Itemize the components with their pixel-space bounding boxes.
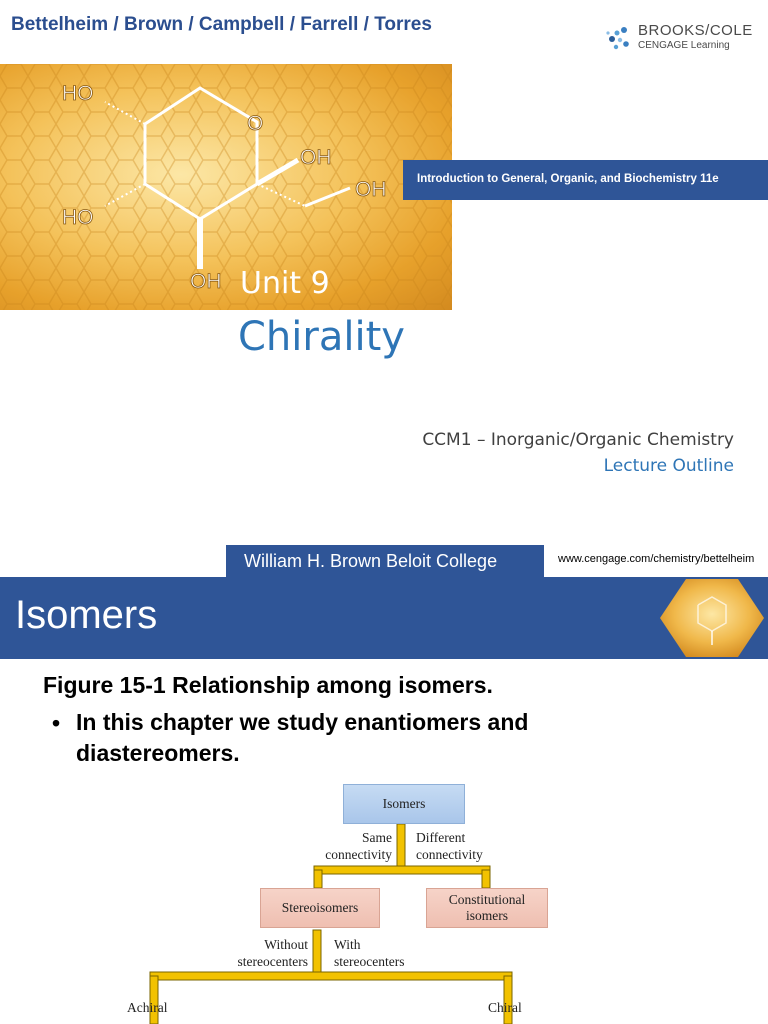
slide2-header [0, 577, 768, 659]
bullet-marker: • [52, 710, 61, 736]
chiral-label: Chiral [488, 1000, 522, 1015]
hero-label-ho-left: HO [62, 206, 94, 229]
with-stereocenters-label [334, 936, 404, 970]
author-affiliation: William H. Brown Beloit College [244, 551, 498, 571]
without-stereocenters-line1: Without [264, 937, 308, 952]
with-stereocenters-line1: With [334, 937, 361, 952]
same-connectivity-line1: Same [362, 830, 392, 845]
achiral-label: Achiral [127, 1000, 168, 1015]
isomers-box-label: Isomers [382, 796, 426, 811]
hero-label-ring-o: O [247, 112, 264, 135]
publisher-subname: CENGAGE Learning [638, 40, 730, 51]
hero-label-ho-top: HO [62, 82, 94, 105]
stereoisomers-box-label: Stereoisomers [281, 900, 359, 915]
isomer-relationship-diagram [0, 770, 768, 1024]
different-connectivity-line2: connectivity [416, 847, 483, 862]
with-stereocenters-line2: stereocenters [334, 954, 405, 969]
honeycomb-hexagon-icon [656, 577, 768, 659]
unit-label: Unit 9 [240, 266, 330, 301]
course-title-banner [403, 160, 768, 200]
figure-caption: Figure 15-1 Relationship among isomers. [43, 672, 493, 698]
publisher-name: BROOKS/COLE [638, 22, 753, 39]
slide-title: Chirality [238, 314, 405, 360]
publisher-logo [604, 20, 764, 58]
slide2-title: Isomers [15, 593, 158, 637]
constitutional-box-line1: Constitutional [448, 892, 526, 907]
hero-label-oh-right: OH [300, 146, 332, 169]
constitutional-isomers-box [426, 888, 548, 928]
hero-label-oh-far: OH [355, 178, 387, 201]
lecture-outline-subtitle: Lecture Outline [603, 456, 734, 476]
same-connectivity-label [300, 829, 392, 863]
website-link[interactable]: www.cengage.com/chemistry/bettelheim [558, 553, 755, 565]
bullet-text: In this chapter we study enantiomers and diastereomers. [76, 709, 529, 766]
without-stereocenters-line2: stereocenters [237, 954, 308, 969]
glucose-molecule-illustration [0, 64, 452, 310]
different-connectivity-line1: Different [416, 830, 466, 845]
authors-line: Bettelheim / Brown / Campbell / Farrell / Torres [11, 14, 432, 35]
hero-label-oh-bottom: OH [190, 270, 222, 293]
constitutional-box-line2: isomers [466, 908, 508, 923]
hero-image [0, 64, 452, 310]
stereoisomers-box [260, 888, 380, 928]
course-code: CCM1 – Inorganic/Organic Chemistry [422, 430, 734, 450]
publisher-dots-icon [604, 24, 634, 54]
different-connectivity-label [416, 829, 483, 863]
author-banner [226, 545, 544, 577]
isomers-box [343, 784, 465, 824]
without-stereocenters-label [210, 936, 308, 970]
same-connectivity-line2: connectivity [325, 847, 392, 862]
course-title: Introduction to General, Organic, and Biochemistry 11e [417, 173, 719, 185]
